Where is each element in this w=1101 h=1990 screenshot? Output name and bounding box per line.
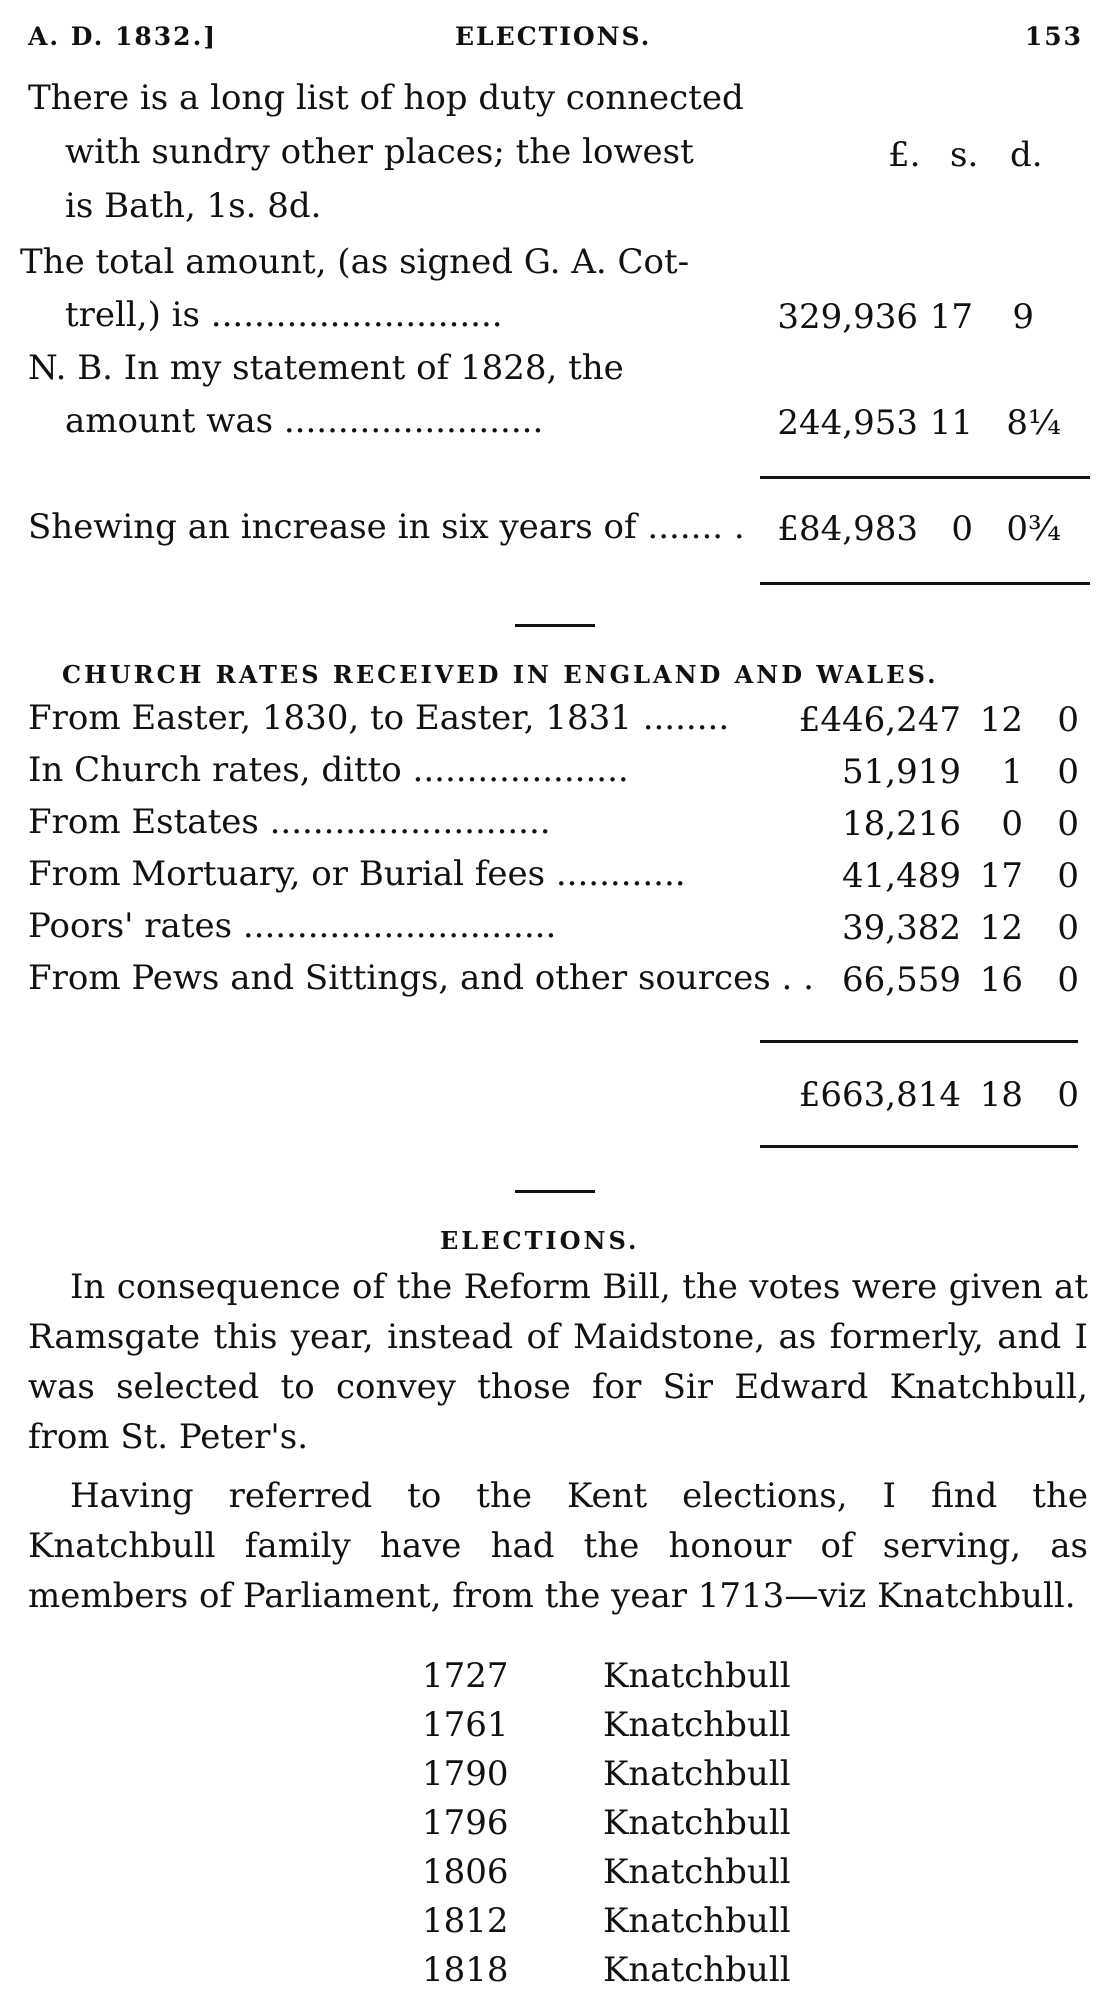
church-row-pounds: 51,919	[842, 752, 961, 792]
member-year: 1806	[422, 1852, 509, 1892]
church-row-pounds: 39,382	[842, 908, 961, 948]
running-head-left: A. D. 1832.]	[28, 22, 218, 51]
member-year: 1790	[422, 1754, 509, 1794]
church-row-pounds: 41,489	[842, 856, 961, 896]
church-row-shillings: 12	[979, 908, 1023, 948]
nb-line-2: amount was ........................	[65, 401, 544, 441]
member-year: 1812	[422, 1901, 509, 1941]
member-year: 1796	[422, 1803, 509, 1843]
church-row-pence: 0	[1057, 700, 1079, 740]
church-row-pounds: £446,247	[798, 700, 961, 740]
member-name: Knatchbull	[603, 1950, 791, 1990]
member-year: 1761	[422, 1705, 509, 1745]
church-row-shillings: 16	[979, 960, 1023, 1000]
church-row-label: Poors' rates .............................	[28, 906, 557, 946]
total-pence: 9	[1012, 297, 1034, 337]
church-row-pence: 0	[1057, 752, 1079, 792]
member-name: Knatchbull	[603, 1656, 791, 1696]
member-year: 1818	[422, 1950, 509, 1990]
elections-paragraph-2: Having referred to the Kent elections, I find the Knatchbull family have had the honour of serving, as members of Parliament, from the year 1713—viz Knatchbull.	[28, 1476, 1088, 1616]
hop-line-2: with sundry other places; the lowest	[65, 132, 694, 172]
nb-shillings: 11	[929, 403, 973, 443]
church-row-label: From Mortuary, or Burial fees ............	[28, 854, 686, 894]
total-pounds: 329,936	[777, 297, 918, 337]
church-row-pounds: 18,216	[842, 804, 961, 844]
double-rule	[760, 582, 1090, 585]
section-divider	[515, 624, 595, 627]
increase-pounds: £84,983	[777, 509, 918, 549]
church-row-pence: 0	[1057, 960, 1079, 1000]
total-shillings: 17	[929, 297, 973, 337]
church-sum-rule	[760, 1040, 1078, 1043]
member-name: Knatchbull	[603, 1705, 791, 1745]
increase-label: Shewing an increase in six years of ....... .	[28, 507, 745, 547]
hop-line-3: is Bath, 1s. 8d.	[65, 186, 322, 226]
member-name: Knatchbull	[603, 1754, 791, 1794]
church-row-shillings: 1	[1001, 752, 1023, 792]
church-row-label: In Church rates, ditto ....................	[28, 750, 629, 790]
running-head-title: ELECTIONS.	[455, 22, 652, 51]
church-total-pence: 0	[1057, 1075, 1079, 1115]
church-row-pence: 0	[1057, 856, 1079, 896]
col-head-pence: d.	[1010, 135, 1043, 175]
increase-pence: 0¾	[1006, 509, 1061, 549]
church-row-pence: 0	[1057, 804, 1079, 844]
member-name: Knatchbull	[603, 1852, 791, 1892]
church-row-pounds: 66,559	[842, 960, 961, 1000]
member-name: Knatchbull	[603, 1803, 791, 1843]
sum-rule	[760, 476, 1090, 479]
member-year: 1727	[422, 1656, 509, 1696]
church-double-rule	[760, 1145, 1078, 1148]
hop-line-1: There is a long list of hop duty connected	[28, 78, 744, 118]
church-rates-heading: CHURCH RATES RECEIVED IN ENGLAND AND WALES.	[62, 660, 939, 689]
church-row-label: From Estates ..........................	[28, 802, 551, 842]
total-line-2: trell,) is ...........................	[65, 295, 503, 335]
church-total-shillings: 18	[979, 1075, 1023, 1115]
church-row-label: From Easter, 1830, to Easter, 1831 ........	[28, 698, 730, 738]
col-head-shillings: s.	[950, 135, 979, 175]
total-line-1: The total amount, (as signed G. A. Cot-	[20, 242, 690, 282]
church-row-pence: 0	[1057, 908, 1079, 948]
elections-paragraph-1: In consequence of the Reform Bill, the votes were given at Ramsgate this year, instead of Maidstone, as formerly, and I was selected to convey those for Sir Edward Knatchbull, from St. Peter's.	[28, 1267, 1088, 1457]
church-row-shillings: 12	[979, 700, 1023, 740]
col-head-pounds: £.	[888, 135, 921, 175]
increase-shillings: 0	[951, 509, 973, 549]
nb-pence: 8¼	[1006, 403, 1061, 443]
member-name: Knatchbull	[603, 1901, 791, 1941]
church-row-shillings: 17	[979, 856, 1023, 896]
nb-line-1: N. B. In my statement of 1828, the	[28, 348, 624, 388]
church-row-shillings: 0	[1001, 804, 1023, 844]
nb-pounds: 244,953	[777, 403, 918, 443]
page-number: 153	[1024, 22, 1083, 51]
church-total-pounds: £663,814	[798, 1075, 961, 1115]
elections-heading: ELECTIONS.	[440, 1226, 640, 1255]
church-row-label: From Pews and Sittings, and other sources . .	[28, 958, 814, 998]
section-divider-2	[515, 1190, 595, 1193]
